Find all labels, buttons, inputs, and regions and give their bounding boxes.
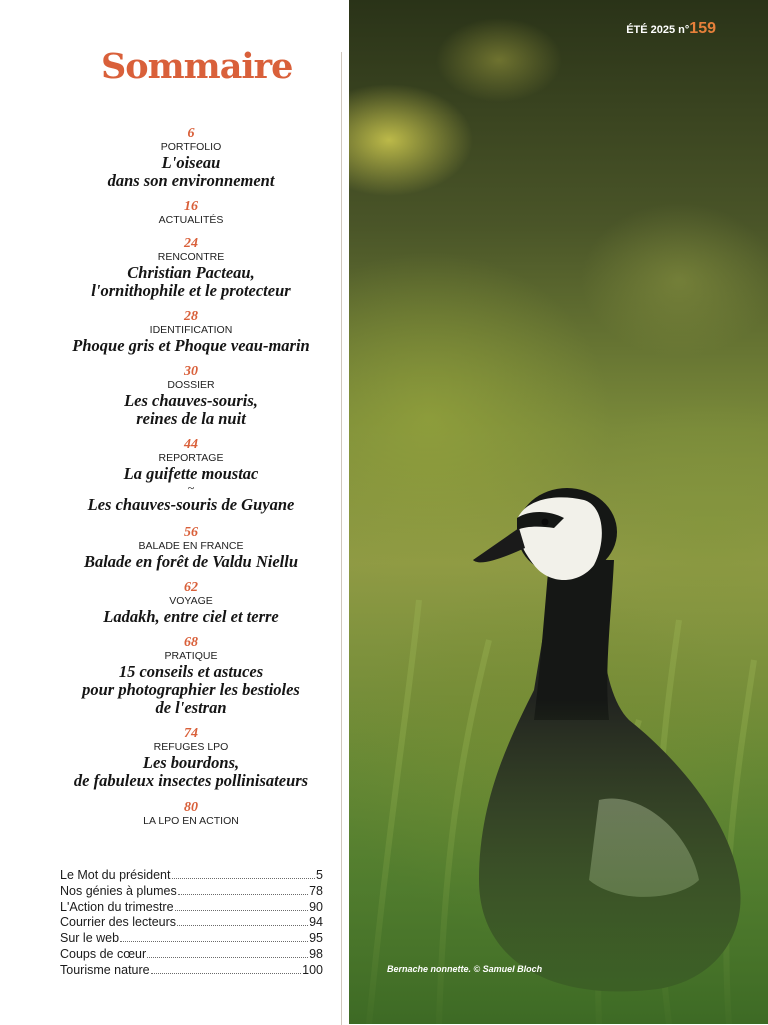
- dot-leader: [147, 957, 308, 958]
- toc-rubric: REFUGES LPO: [153, 741, 229, 753]
- index-label: Le Mot du président: [60, 868, 171, 882]
- index-item[interactable]: [60, 900, 323, 916]
- toc-headline: Les chauves-souris,: [124, 391, 258, 410]
- index-item[interactable]: [60, 868, 323, 884]
- dot-leader: [177, 925, 308, 926]
- toc-rubric: RENCONTRE: [157, 251, 225, 263]
- column-divider: [341, 52, 342, 1025]
- toc-page-number: 68: [184, 635, 198, 650]
- issue-number: 159: [689, 20, 716, 37]
- dot-leader: [151, 973, 302, 974]
- index-label: Nos génies à plumes: [60, 883, 177, 898]
- index-page: 95: [309, 931, 323, 946]
- toc-entry-portfolio[interactable]: [0, 127, 382, 190]
- issue-label: [626, 20, 716, 38]
- toc-rubric: PORTFOLIO: [160, 141, 222, 153]
- index-item[interactable]: [60, 915, 323, 931]
- toc-page-number: 56: [184, 525, 198, 540]
- toc-entry-voyage[interactable]: [0, 581, 382, 626]
- toc-headline: l'ornithophile et le protecteur: [91, 281, 291, 300]
- goose-neck: [534, 560, 614, 720]
- index-list: [60, 868, 323, 979]
- toc-page-number: 6: [187, 126, 195, 141]
- toc-entry-pratique[interactable]: [0, 636, 382, 717]
- toc-headline: reines de la nuit: [136, 409, 246, 428]
- toc-page-number: 24: [184, 236, 198, 251]
- toc-headline: Les bourdons,: [142, 753, 240, 772]
- index-label: Tourisme nature: [60, 962, 150, 977]
- toc-headline: Ladakh, entre ciel et terre: [103, 607, 279, 626]
- toc-headline: Christian Pacteau,: [127, 263, 255, 282]
- index-label: Courrier des lecteurs: [60, 915, 177, 930]
- goose-illustration: [349, 0, 768, 1024]
- index-page: 78: [309, 883, 323, 898]
- toc-entry-rencontre[interactable]: [0, 237, 382, 300]
- toc-rubric: BALADE EN FRANCE: [138, 540, 244, 552]
- toc-entry-identification[interactable]: [0, 310, 382, 355]
- toc-entry-lpo-action[interactable]: [0, 801, 382, 828]
- toc-headline: La guifette moustac: [123, 464, 259, 483]
- toc-page-number: 44: [184, 437, 198, 452]
- toc-headline: pour photographier les bestioles: [82, 680, 300, 699]
- index-page: 98: [309, 946, 323, 961]
- dot-leader: [172, 878, 316, 879]
- contents-column: [0, 0, 349, 1024]
- index-item[interactable]: [60, 884, 323, 900]
- index-page: 94: [309, 915, 323, 930]
- toc-headline: de l'estran: [155, 698, 227, 717]
- goose-face: [517, 497, 602, 580]
- index-item[interactable]: [60, 963, 323, 979]
- toc-headline: dans son environnement: [107, 171, 275, 190]
- dot-leader: [178, 894, 308, 895]
- toc-separator: ~: [187, 481, 195, 495]
- toc-headline: L'oiseau: [161, 153, 221, 172]
- index-label: L'Action du trimestre: [60, 899, 174, 914]
- toc-headline: 15 conseils et astuces: [118, 662, 264, 681]
- goose-beak: [473, 528, 525, 562]
- toc-headline: Phoque gris et Phoque veau-marin: [72, 336, 310, 355]
- toc-page-number: 74: [184, 726, 198, 741]
- index-item[interactable]: [60, 931, 323, 947]
- toc-entry-actualites[interactable]: [0, 200, 382, 227]
- toc-entry-reportage[interactable]: [0, 438, 382, 514]
- cover-photo: [349, 0, 768, 1024]
- toc-entry-refuges[interactable]: [0, 727, 382, 790]
- toc-entry-balade[interactable]: [0, 526, 382, 571]
- index-page: 90: [309, 899, 323, 914]
- toc-page-number: 80: [184, 800, 198, 815]
- issue-prefix: ÉTÉ 2025 n°: [626, 24, 690, 36]
- toc-rubric: LA LPO EN ACTION: [143, 815, 239, 827]
- toc-headline: de fabuleux insectes pollinisateurs: [73, 771, 309, 790]
- toc-page-number: 62: [184, 580, 198, 595]
- dot-leader: [120, 941, 308, 942]
- goose-eye: [542, 519, 549, 526]
- index-page: 100: [302, 962, 323, 977]
- toc-headline: Balade en forêt de Valdu Niellu: [83, 552, 299, 571]
- toc-entry-dossier[interactable]: [0, 365, 382, 428]
- toc-rubric: ACTUALITÉS: [158, 214, 224, 226]
- toc-page-number: 30: [184, 364, 198, 379]
- toc-page-number: 16: [184, 199, 198, 214]
- toc-headline: Les chauves-souris de Guyane: [87, 495, 295, 514]
- dot-leader: [175, 910, 309, 911]
- toc-rubric: IDENTIFICATION: [149, 324, 233, 336]
- index-item[interactable]: [60, 947, 323, 963]
- toc-page-number: 28: [184, 309, 198, 324]
- index-label: Coups de cœur: [60, 946, 147, 961]
- photo-caption: Bernache nonnette. © Samuel Bloch: [387, 964, 543, 974]
- toc-rubric: PRATIQUE: [164, 650, 218, 662]
- page-title: Sommaire: [101, 46, 293, 87]
- toc-rubric: REPORTAGE: [158, 452, 224, 464]
- index-label: Sur le web: [60, 931, 120, 946]
- toc-rubric: VOYAGE: [169, 595, 213, 607]
- toc-rubric: DOSSIER: [167, 379, 215, 391]
- index-page: 5: [316, 868, 323, 882]
